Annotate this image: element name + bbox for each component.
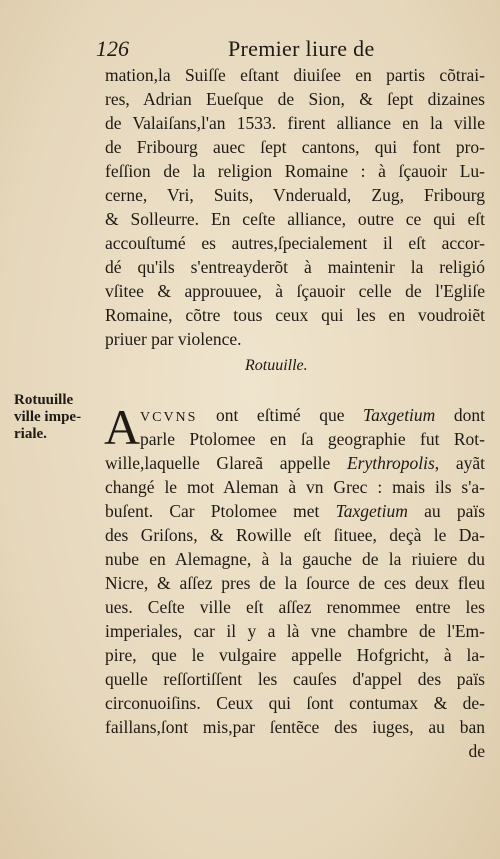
text-line: feſſion de la religion Romaine : à ſçauoir Lu- <box>105 161 485 181</box>
text-line: vſitee & approuuee, à ſçauoir celle de l'Egliſe <box>105 281 485 301</box>
text-span: wille,laquelle Glareã appelle <box>105 453 347 473</box>
text-line: cerne, Vri, Suits, Vnderuald, Zug, Fribourg <box>105 185 485 205</box>
text-line: nube en Alemagne, à la gauche de la riuiere du <box>105 549 485 569</box>
text-line <box>140 404 485 429</box>
text-line: de Valaiſans,l'an 1533. firent alliance en la ville <box>105 113 485 133</box>
text-line: Nicre, & aſſez pres de la ſource de ces deux fleu <box>105 573 485 593</box>
margin-note-line: ville impe- <box>14 409 82 425</box>
text-span: ont eſtimé que <box>197 405 364 425</box>
text-line: accouſtumé es autres,ſpecialement il eſt accor- <box>105 233 485 253</box>
text-line: parle Ptolomee en ſa geographie fut Rot- <box>140 429 485 449</box>
page-number: 126 <box>96 36 129 61</box>
text-span: dont <box>435 405 485 425</box>
text-line: Romaine, cõtre tous ceux qui les en voudroiẽt <box>105 305 485 325</box>
text-line: ues. Ceſte ville eſt aſſez renommee entre les <box>105 597 485 617</box>
text-line: res, Adrian Eueſque de Sion, & ſept dizaines <box>105 89 485 109</box>
text-line: de Fribourg auec ſept cantons, qui font pro- <box>105 137 485 157</box>
text-line <box>105 500 485 522</box>
text-line: priuer par violence. <box>105 329 242 349</box>
catchword: de <box>468 741 485 761</box>
text-line <box>105 452 485 474</box>
text-line: faillans,ſont mis,par ſentẽce des iuges, au ban <box>105 717 485 737</box>
text-line: des Griſons, & Rowille eſt ſituee, deçà le Da- <box>105 525 485 545</box>
section-heading: Rotuuille. <box>245 357 308 374</box>
drop-capital: A <box>104 399 141 455</box>
italic-text: Taxgetium <box>335 501 408 521</box>
margin-note-line: Rotuuille <box>14 392 74 408</box>
text-span: , ayãt <box>434 453 485 473</box>
page-header <box>96 36 486 64</box>
smallcaps-text: VCVNS <box>140 410 198 425</box>
text-span: buſent. Car Ptolomee met <box>105 501 320 521</box>
text-line: circonuoiſins. Ceux qui ſont contumax & de- <box>105 693 485 713</box>
text-line: changé le mot Aleman à vn Grec : mais ils s'a- <box>105 477 485 497</box>
text-line: mation,la Suiſſe eſtant diuiſee en partis cõtrai- <box>105 65 485 85</box>
text-span: au païs <box>407 501 486 521</box>
text-line: imperiales, car il y a là vne chambre de l'Em- <box>105 621 485 641</box>
text-line: pire, que le vulgaire appelle Hofgricht, à la- <box>105 645 485 665</box>
text-line: dé qu'ils s'entreayderõt à maintenir la religió <box>105 257 485 277</box>
text-line: & Solleurre. En ceſte alliance, outre ce qui eſt <box>105 209 485 229</box>
margin-note <box>14 392 104 443</box>
italic-text: Taxgetium <box>363 405 436 425</box>
margin-note-line: riale. <box>14 426 47 442</box>
text-line: quelle reſſortiſſent les cauſes d'appel des païs <box>105 669 485 689</box>
running-title: Premier liure de <box>228 36 375 61</box>
italic-text: Erythropolis <box>346 453 435 473</box>
